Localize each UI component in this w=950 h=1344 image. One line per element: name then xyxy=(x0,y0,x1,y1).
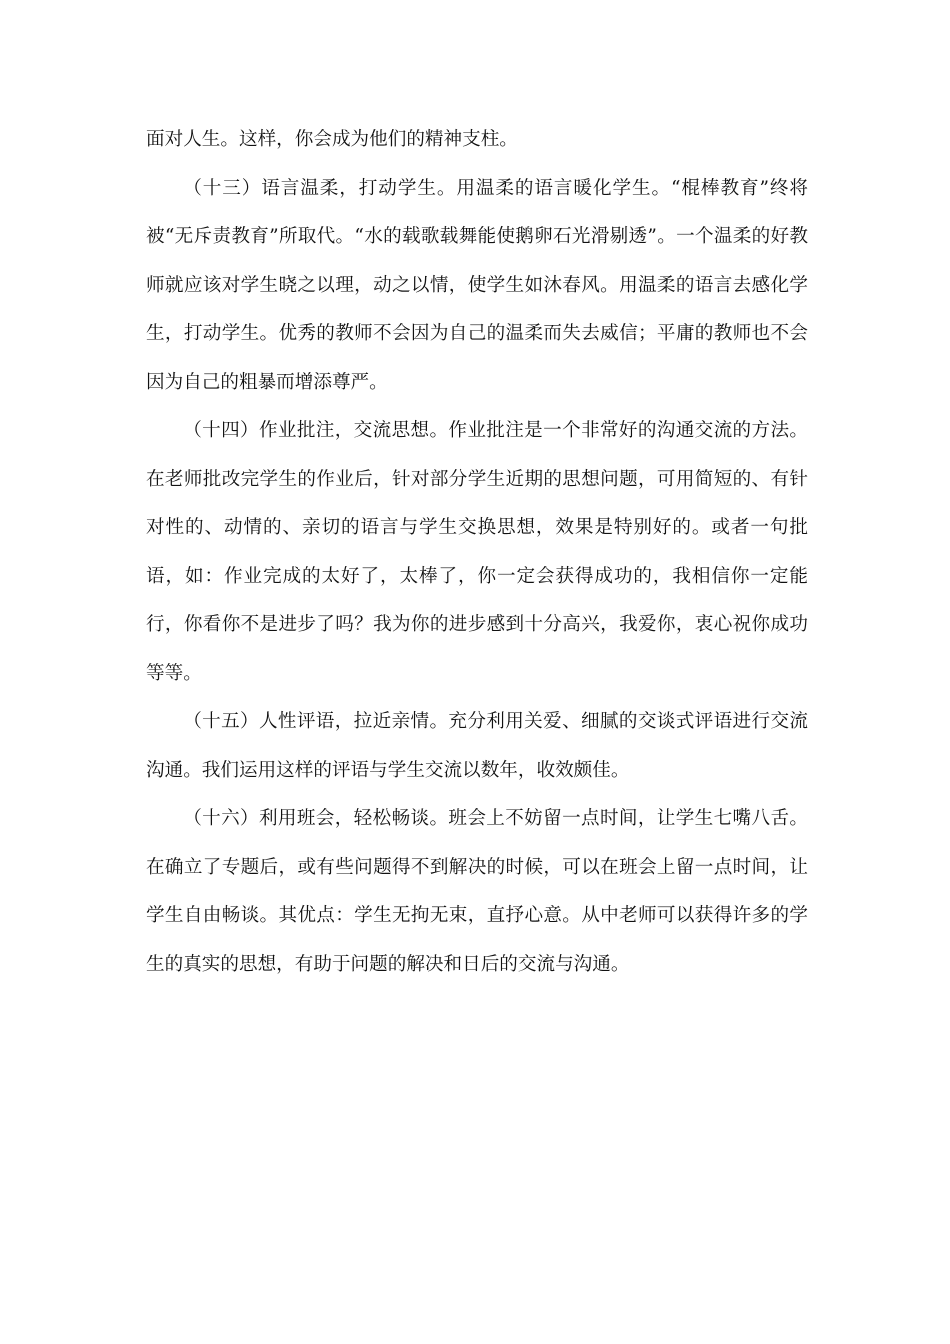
paragraph-continuation: 面对人生。这样，你会成为他们的精神支柱。 xyxy=(146,129,518,150)
paragraph-section-15: （十五）人性评语，拉近亲情。充分利用关爱、细腻的交谈式评语进行交流沟通。我们运用这样的评语与学生交流以数年，收效颇佳。 xyxy=(146,711,808,781)
paragraph-section-13: （十三）语言温柔，打动学生。用温柔的语言暖化学生。“棍棒教育”终将被“无斥责教育”所取代。“水的载歌载舞能使鹅卵石光滑剔透”。一个温柔的好教师就应该对学生晓之以理，动之以情，使学生如沐春风。用温柔的语言去感化学生，打动学生。优秀的教师不会因为自己的温柔而失去威信；平庸的教师也不会因为自己的粗暴而增添尊严。 xyxy=(146,177,808,393)
paragraph-section-14: （十四）作业批注，交流思想。作业批注是一个非常好的沟通交流的方法。在老师批改完学生的作业后，针对部分学生近期的思想问题，可用简短的、有针对性的、动情的、亲切的语言与学生交换思想，效果是特别好的。或者一句批语，如：作业完成的太好了，太棒了，你一定会获得成功的，我相信你一定能行，你看你不是进步了吗？我为你的进步感到十分高兴，我爱你，衷心祝你成功等等。 xyxy=(146,420,808,684)
paragraph-section-16: （十六）利用班会，轻松畅谈。班会上不妨留一点时间，让学生七嘴八舌。在确立了专题后，或有些问题得不到解决的时候，可以在班会上留一点时间，让学生自由畅谈。其优点：学生无拘无束，直抒心意。从中老师可以获得许多的学生的真实的思想，有助于问题的解决和日后的交流与沟通。 xyxy=(146,808,808,975)
document-body xyxy=(146,116,808,989)
